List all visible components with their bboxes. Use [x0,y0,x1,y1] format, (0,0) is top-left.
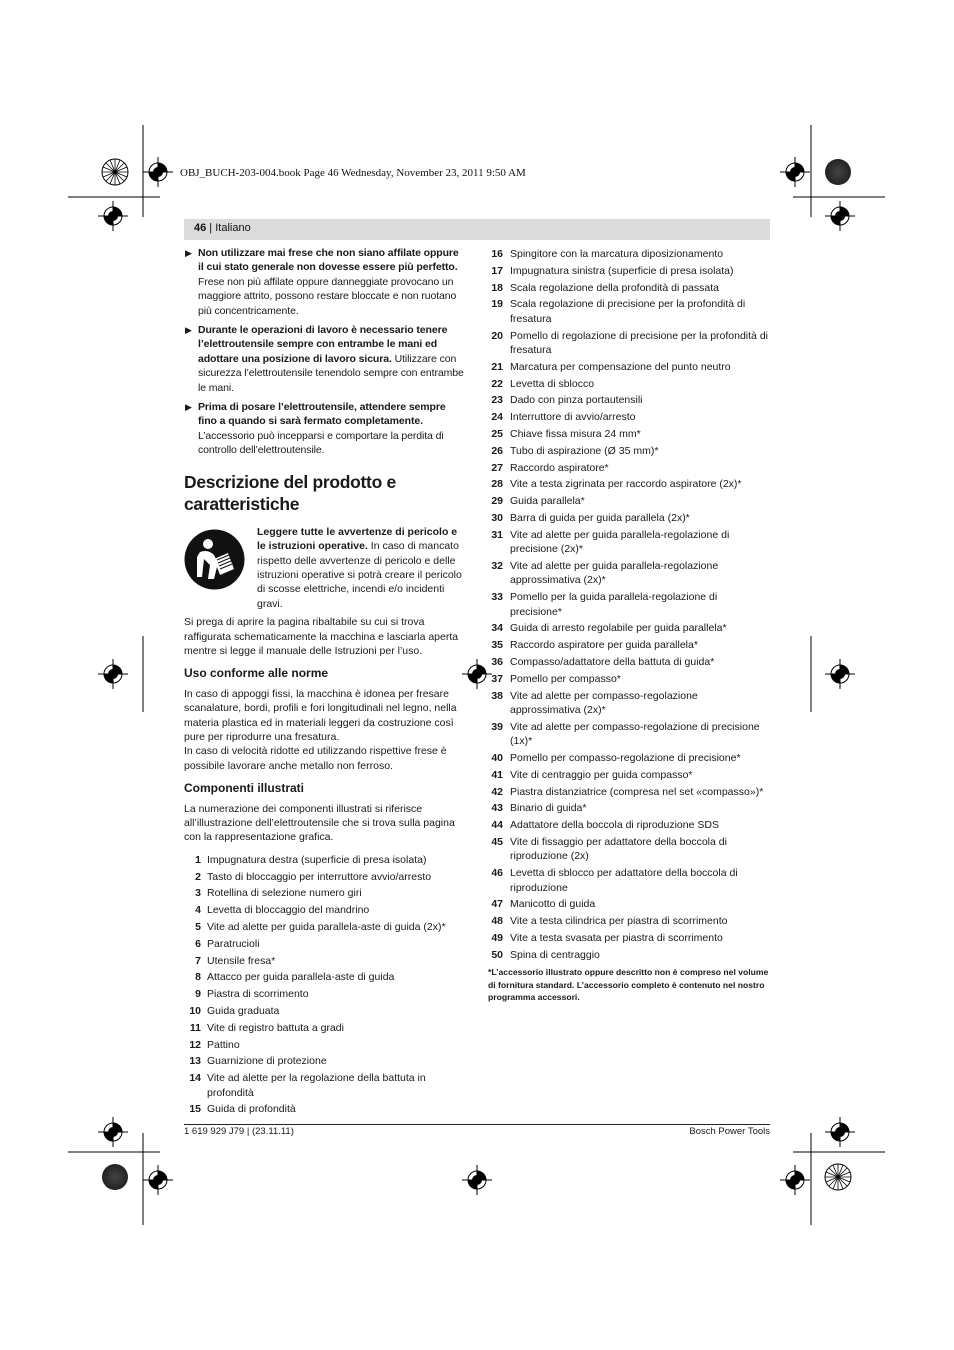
read-manual-icon [184,529,245,590]
list-item [488,914,770,928]
item-text: Adattatore della boccola di riproduzione SDS [510,819,719,832]
list-item [488,948,770,962]
item-text: Impugnatura destra (superficie di presa isolata) [207,853,427,866]
safety-bullet [184,400,466,458]
item-text: Raccordo aspiratore per guida parallela* [510,639,698,652]
item-number: 26 [491,444,503,457]
intended-use-heading: Uso conforme alle norme [184,666,329,681]
warning-body: In caso di mancato rispetto delle avvertenze di pericolo e delle istruzioni operative si potrà creare il pericolo di scosse elettriche, incendi e/o incidenti gravi. [257,540,462,610]
item-text: Pomello per la guida parallela-regolazione di precisione* [510,591,718,618]
item-text: Vite ad alette per guida parallela-regolazione approssimativa (2x)* [510,559,719,587]
item-number: 20 [491,329,503,342]
item-number: 45 [491,835,503,848]
list-item [488,785,770,799]
list-item [488,444,770,458]
list-item [488,264,770,278]
item-text: Scala regolazione della profondità di passata [510,281,719,294]
bullet-text: L’accessorio può incepparsi e comportare la perdita di controllo dell’elettroutensile. [198,429,444,457]
list-item [184,920,466,934]
item-number: 18 [491,281,503,294]
item-text: Spingitore con la marcatura diposizionamento [510,248,724,260]
list-item [488,410,770,424]
list-item [488,297,770,326]
item-number: 21 [491,360,503,373]
item-text: Vite di registro battuta a gradi [207,1021,344,1034]
bullet-bold: Non utilizzare mai frese che non siano affilate oppure il cui stato generale non dovesse essere più perfetto. [198,247,459,274]
item-text: Paratrucioli [207,937,260,950]
item-text: Guida graduata [207,1004,280,1017]
list-item [488,931,770,945]
list-item [184,886,466,900]
item-number: 23 [491,394,503,407]
item-text: Interruttore di avvio/arresto [510,411,636,424]
item-text: Levetta di bloccaggio del mandrino [207,904,370,917]
bullet-bold: Prima di posare l’elettroutensile, attendere sempre fino a quando si sarà fermato completamente. [198,401,446,428]
item-number: 16 [491,248,503,260]
footer-rule [184,1124,770,1125]
item-number: 25 [491,427,503,440]
item-text: Vite ad alette per compasso-regolazione di precisione (1x)* [510,720,760,748]
language-label: Italiano [215,222,251,234]
list-item [488,477,770,491]
item-number: 47 [491,898,503,911]
bullet-arrow-icon: ▶ [185,325,192,336]
list-item [184,1071,466,1100]
item-number: 17 [491,264,503,277]
print-info: OBJ_BUCH-203-004.book Page 46 Wednesday, November 23, 2011 9:50 AM [180,167,526,179]
item-text: Vite ad alette per compasso-regolazione approssimativa (2x)* [510,689,698,716]
item-text: Levetta di sblocco [510,377,595,390]
document-code: 1 619 929 J79 | (23.11.11) [184,1126,294,1137]
list-item [488,511,770,525]
item-text: Attacco per guida parallela-aste di guida [207,971,395,984]
item-number: 24 [491,411,503,424]
item-number: 7 [195,954,201,967]
item-number: 36 [491,655,503,668]
bullet-text: Utilizzare con sicurezza l’elettroutensile tenendolo sempre con entrambe le mani. [198,352,464,394]
item-number: 48 [491,915,503,928]
item-text: Utensile fresa* [207,954,276,967]
item-number: 13 [189,1055,201,1068]
bullet-arrow-icon: ▶ [185,248,192,258]
item-number: 8 [195,971,201,984]
brand-label: Bosch Power Tools [689,1126,770,1137]
list-item [488,559,770,588]
item-number: 39 [491,720,503,733]
list-item [488,427,770,441]
components-intro: La numerazione dei componenti illustrati si riferisce all’illustrazione dell’elettroutensile che si trova sulla pagina con la rappresentazione grafica. [184,802,455,844]
left-column [184,246,466,1119]
list-item [488,897,770,911]
list-item [184,1004,466,1018]
item-number: 3 [195,887,201,900]
intended-use-p2: In caso di velocità ridotte ed utilizzando rispettive frese è possibile lavorare anche metallo non ferroso. [184,745,447,772]
item-text: Binario di guida* [510,802,587,815]
list-item [184,870,466,884]
item-number: 50 [491,948,503,961]
components-list-right [488,247,770,962]
section-title: Descrizione del prodotto e caratteristiche [184,471,396,514]
item-number: 29 [491,495,503,508]
right-column [488,247,770,1003]
item-text: Marcatura per compensazione del punto neutro [510,360,731,373]
item-text: Guida di profondità [207,1103,296,1116]
item-number: 15 [189,1103,201,1116]
list-item [488,247,770,261]
list-item [184,970,466,984]
list-item [488,590,770,619]
item-number: 6 [195,937,201,950]
item-number: 41 [491,768,503,781]
item-text: Guarnizione di protezione [207,1055,327,1068]
item-text: Scala regolazione di precisione per la profondità di fresatura [510,298,746,325]
item-number: 10 [189,1004,201,1017]
header-bar [184,219,770,240]
item-text: Pattino [207,1038,240,1051]
list-item [184,1054,466,1068]
item-text: Barra di guida per guida parallela (2x)* [510,511,690,524]
list-item [488,835,770,864]
list-item [488,672,770,686]
page-header: 46 | Italiano [194,222,251,234]
list-item [184,1038,466,1052]
item-number: 11 [189,1021,201,1034]
components-list-left [184,853,466,1117]
item-text: Guida parallela* [510,495,585,508]
item-number: 38 [491,689,503,702]
item-number: 35 [491,639,503,652]
list-item [488,360,770,374]
item-number: 33 [491,591,503,604]
item-text: Rotellina di selezione numero giri [207,887,362,900]
list-item [488,689,770,718]
safety-bullet [184,323,466,395]
list-item [488,329,770,358]
accessory-footnote: *L’accessorio illustrato oppure descritto non è compreso nel volume di fornitura standard. L’accessorio completo è contenuto nel nostro programma accessori. [488,967,769,1002]
warning-text [257,525,466,611]
item-number: 4 [195,904,201,917]
item-text: Manicotto di guida [510,898,596,911]
item-number: 5 [195,921,201,933]
item-number: 32 [491,559,503,572]
item-text: Vite di centraggio per guida compasso* [510,768,693,781]
item-text: Pomello di regolazione di precisione per la profondità di fresatura [510,329,768,356]
item-number: 2 [195,870,201,883]
bullet-bold: Durante le operazioni di lavoro è necessario tenere l’elettroutensile sempre con entrambe le mani ed adottare una posizione di lavoro sicura. [198,324,448,365]
item-text: Vite ad alette per guida parallela-aste di guida (2x)* [207,921,446,933]
item-number: 46 [491,867,503,880]
item-text: Guida di arresto regolabile per guida parallela* [510,622,727,635]
list-item [488,768,770,782]
item-text: Chiave fissa misura 24 mm* [510,427,641,440]
item-number: 1 [195,853,201,866]
item-number: 27 [491,461,503,474]
item-number: 37 [491,672,503,685]
components-heading: Componenti illustrati [184,781,304,796]
list-item [488,638,770,652]
item-text: Tubo di aspirazione (Ø 35 mm)* [510,444,659,457]
item-number: 44 [491,819,503,832]
item-text: Piastra distanziatrice (compresa nel set «compasso»)* [510,785,764,798]
list-item [488,494,770,508]
item-text: Raccordo aspiratore* [510,461,609,474]
list-item [488,866,770,895]
list-item [488,801,770,815]
item-number: 31 [491,528,503,541]
list-item [184,853,466,867]
item-text: Spina di centraggio [510,948,600,961]
page-number: 46 [194,222,207,234]
item-text: Vite a testa cilindrica per piastra di scorrimento [510,915,728,928]
list-item [488,655,770,669]
bullet-text: Frese non più affilate oppure danneggiate provocano un maggiore attrito, possono restare bloccate e non ruotano più concentricamente. [198,275,457,317]
item-number: 14 [189,1072,201,1085]
item-text: Compasso/adattatore della battuta di guida* [510,655,715,668]
warning-bold: Leggere tutte le avvertenze di pericolo e le istruzioni operative. [257,525,458,553]
read-manual-warning [184,525,466,611]
item-text: Pomello per compasso-regolazione di precisione* [510,751,741,764]
list-item [488,818,770,832]
item-text: Pomello per compasso* [510,672,621,685]
item-text: Vite a testa svasata per piastra di scorrimento [510,931,723,944]
item-number: 40 [491,751,503,764]
list-item [488,751,770,765]
list-item [488,528,770,557]
list-item [488,281,770,295]
fold-out-note: Si prega di aprire la pagina ribaltabile su cui si trova raffigurata schematicamente la macchina e lasciarla aperta mentre si legge il manuale delle Istruzioni per l’uso. [184,616,459,657]
item-text: Dado con pinza portautensili [510,394,643,407]
item-text: Vite ad alette per guida parallela-regolazione di precisione (2x)* [510,528,730,556]
safety-bullet [184,246,466,318]
item-number: 28 [491,478,503,491]
intended-use-p1: In caso di appoggi fissi, la macchina è idonea per fresare scanalature, bordi, profili e fori longitudinali nel legno, nella materia plastica ed in materiali leggeri da costruzione così pure per riprodurre una fresatura. [184,687,457,743]
item-number: 43 [491,802,503,815]
list-item [488,461,770,475]
list-item [184,987,466,1001]
item-number: 9 [195,988,201,1001]
list-item [488,621,770,635]
item-number: 12 [189,1038,201,1051]
list-item [184,903,466,917]
item-number: 34 [491,622,503,635]
list-item [184,937,466,951]
item-number: 22 [491,377,503,390]
item-number: 30 [491,511,503,524]
item-text: Impugnatura sinistra (superficie di presa isolata) [510,264,734,277]
item-text: Vite ad alette per la regolazione della battuta in profondità [207,1072,426,1099]
item-text: Vite di fissaggio per adattatore della boccola di riproduzione (2x) [510,835,727,863]
item-number: 42 [491,785,503,798]
list-item [184,1102,466,1116]
item-number: 19 [491,298,503,311]
item-text: Tasto di bloccaggio per interruttore avvio/arresto [207,870,432,883]
item-text: Vite a testa zigrinata per raccordo aspiratore (2x)* [510,478,742,491]
item-text: Piastra di scorrimento [207,988,309,1001]
list-item [184,954,466,968]
list-item [488,720,770,749]
list-item [184,1021,466,1035]
list-item [488,377,770,391]
list-item [488,393,770,407]
item-text: Levetta di sblocco per adattatore della boccola di riproduzione [510,867,738,894]
bullet-arrow-icon: ▶ [185,402,192,413]
item-number: 49 [491,931,503,944]
